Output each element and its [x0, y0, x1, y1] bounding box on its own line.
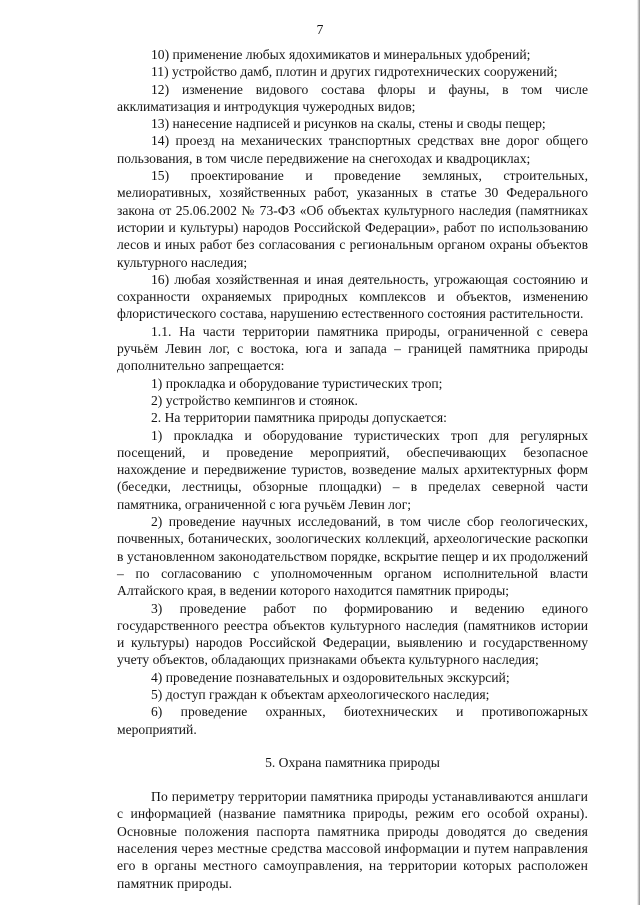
- clause-2-item-4: 4) проведение познавательных и оздоровительных экскурсий;: [151, 669, 510, 685]
- clause-2-item-5: 5) доступ граждан к объектам археологического наследия;: [151, 686, 490, 702]
- list-item-12: 12) изменение видового состава флоры и фауны, в том числе акклиматизация и интродукция чужеродных видов;: [117, 81, 588, 114]
- clause-1-1: 1.1. На части территории памятника природы, ограниченной с севера ручьём Левин лог, с востока, юга и запада – границей памятника природы дополнительно запрещается:: [117, 323, 588, 374]
- clause-1-1-item-1: 1) прокладка и оборудование туристических троп;: [151, 375, 443, 391]
- section-body: По периметру территории памятника природы устанавливаются аншлаги с информацией (название памятника природы, режим его особой охраны). Основные положения паспорта памятника природы доводятся до сведения населения через местные средства массовой информации и путем направления его в органы местного самоуправления, на территории которых расположен памятник природы.: [117, 789, 588, 891]
- clause-2: 2. На территории памятника природы допускается:: [151, 410, 447, 426]
- document-body: [117, 46, 588, 892]
- clause-1-1-item-2: 2) устройство кемпингов и стоянок.: [151, 392, 358, 408]
- list-item-16: 16) любая хозяйственная и иная деятельность, угрожающая состоянию и сохранности охраняемых природных комплексов и объектов, изменению флористического состава, нарушению естественного состояния растительности.: [117, 271, 588, 322]
- clause-2-item-3: 3) проведение работ по формированию и ведению единого государственного реестра объектов культурного наследия (памятников истории и культуры) народов Российской Федерации, выявлению и государственному учету объектов, обладающих признаками объекта культурного наследия;: [117, 600, 588, 668]
- clause-2-item-1: 1) прокладка и оборудование туристических троп для регулярных посещений, и проведение мероприятий, обеспечивающих безопасное нахождение и передвижение туристов, возведение малых архитектурных форм (беседки, лестницы, обзорные площадки) – в пределах северной части памятника, ограниченной с юга ручьём Левин лог;: [117, 427, 588, 512]
- page-number: 7: [316, 22, 324, 37]
- list-item-13: 13) нанесение надписей и рисунков на скалы, стены и своды пещер;: [151, 116, 546, 132]
- list-item-10: 10) применение любых ядохимикатов и минеральных удобрений;: [151, 47, 531, 62]
- clause-2-item-2: 2) проведение научных исследований, в том числе сбор геологических, почвенных, ботанических, зоологических коллекций, археологические раскопки в установленном законодательством порядке, вскрытие пещер и их продолжений – по согласованию с уполномоченным органом исполнительной власти Алтайского края, в ведении которого находится памятник природы;: [117, 514, 588, 599]
- list-item-14: 14) проезд на механических транспортных средствах вне дорог общего пользования, в том числе передвижение на снегоходах и квадроциклах;: [117, 133, 588, 166]
- section-heading: 5. Охрана памятника природы: [265, 754, 440, 770]
- clause-2-item-6: 6) проведение охранных, биотехнических и противопожарных мероприятий.: [117, 704, 588, 737]
- list-item-11: 11) устройство дамб, плотин и других гидротехнических сооружений;: [151, 64, 558, 80]
- list-item-15: 15) проектирование и проведение земляных, строительных, мелиоративных, хозяйственных работ, указанных в статье 30 Федерального закона от 25.06.2002 № 73-ФЗ «Об объектах культурного наследия (памятниках истории и культуры) народов Российской Федерации», работ по использованию лесов и иных работ без согласования с региональным органом охраны объектов культурного наследия;: [117, 168, 588, 270]
